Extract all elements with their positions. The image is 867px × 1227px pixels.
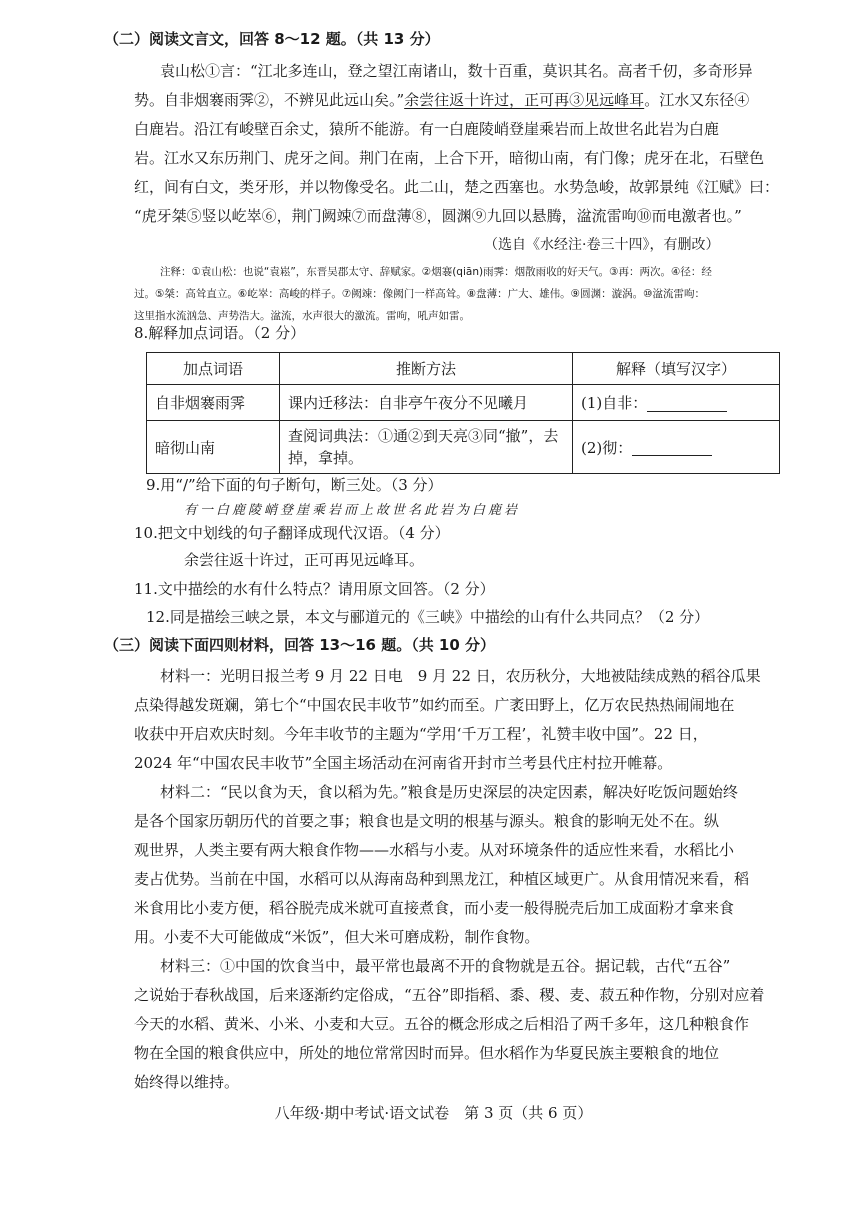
table-cell: 自非烟褰雨霁 xyxy=(147,385,280,421)
passage-line: “虎牙桀⑤竖以屹崒⑥，荆门阙竦⑦而盘薄⑧，圆渊⑨九回以悬腾，湓流雷呴⑩而电激者也。” xyxy=(134,207,742,225)
table-header: 解释（填写汉字） xyxy=(573,353,780,385)
table-cell: 课内迁移法：自非亭午夜分不见曦月 xyxy=(280,385,573,421)
question-9: 9.用“/”给下面的句子断句，断三处。（3 分） xyxy=(146,476,443,494)
material-line: 2024 年“中国农民丰收节”全国主场活动在河南省开封市兰考县代庄村拉开帷幕。 xyxy=(134,754,673,772)
section2-header: （二）阅读文言文，回答 8～12 题。（共 13 分） xyxy=(104,30,440,48)
material-line: 是各个国家历朝历代的首要之事；粮食也是文明的根基与源头。粮食的影响无处不在。纵 xyxy=(134,812,720,830)
material-line: 用。小麦不大可能做成“米饭”，但大米可磨成粉，制作食物。 xyxy=(134,928,540,946)
section3-header: （三）阅读下面四则材料，回答 13～16 题。（共 10 分） xyxy=(104,636,496,654)
answer-label: (2)彻： xyxy=(581,438,633,457)
vocab-table xyxy=(146,352,780,474)
question-12: 12.同是描绘三峡之景，本文与郦道元的《三峡》中描绘的山有什么共同点？（2 分） xyxy=(146,608,710,626)
question-11: 11.文中描绘的水有什么特点？请用原文回答。（2 分） xyxy=(134,580,495,598)
answer-blank[interactable] xyxy=(632,441,712,456)
passage-line: 红，间有白文，类牙形，并以物像受名。此二山，楚之西塞也。水势急峻，故郭景纯《江赋》曰： xyxy=(134,178,780,196)
table-cell: 查阅词典法：①通②到天亮③同“撤”，去掉，拿掉。 xyxy=(280,421,573,474)
material-line: 材料一：光明日报兰考 9 月 22 日电 9 月 22 日，农历秋分，大地被陆续成熟的稻谷瓜果 xyxy=(160,667,761,685)
material-line: 材料二：“民以食为天，食以稻为先。”粮食是历史深层的决定因素，解决好吃饭问题始终 xyxy=(160,783,738,801)
material-line: 麦占优势。当前在中国，水稻可以从海南岛种到黑龙江，种植区域更广。从食用情况来看，稻 xyxy=(134,870,750,888)
table-header: 加点词语 xyxy=(147,353,280,385)
table-cell: 暗彻山南 xyxy=(147,421,280,474)
passage-line: 岩。江水又东历荆门、虎牙之间。荆门在南，上合下开，暗彻山南，有门像；虎牙在北，石壁色 xyxy=(134,149,765,167)
answer-cell xyxy=(573,385,780,421)
annotation-line: 过。⑤桀：高耸直立。⑥屹崒：高峻的样子。⑦阙竦：像阙门一样高耸。⑧盘薄：广大、雄伟。⑨圆渊：漩涡。⑩湓流雷呴： xyxy=(134,288,705,300)
material-line: 物在全国的粮食供应中，所处的地位常常因时而异。但水稻作为华夏民族主要粮食的地位 xyxy=(134,1044,720,1062)
question-10: 10.把文中划线的句子翻译成现代汉语。（4 分） xyxy=(134,524,450,542)
material-line: 始终得以维持。 xyxy=(134,1073,240,1091)
passage-text: 势。自非烟褰雨霁②，不辨见此远山矣。” xyxy=(134,91,405,109)
table-header: 推断方法 xyxy=(280,353,573,385)
passage-line: 白鹿岩。沿江有峻壁百余丈，猿所不能游。有一白鹿陵峭登崖乘岩而上故世名此岩为白鹿 xyxy=(134,120,720,138)
annotation-line: 注释：①袁山松：也说“袁崧”，东晋吴郡太守、辞赋家。②烟褰(qiān)雨霁：烟散雨收的好天气。③再：两次。④径：经 xyxy=(160,266,712,278)
passage-line xyxy=(134,89,749,111)
material-line: 今天的水稻、黄米、小米、小麦和大豆。五谷的概念形成之后相沿了两千多年，这几种粮食作 xyxy=(134,1015,750,1033)
translation-sentence: 余尝往返十许过，正可再见远峰耳。 xyxy=(184,551,425,569)
source-citation: （选自《水经注·卷三十四》，有删改） xyxy=(484,237,720,253)
material-line: 米食用比小麦方便，稻谷脱壳成米就可直接煮食，而小麦一般得脱壳后加工成面粉才拿来食 xyxy=(134,899,735,917)
material-line: 之说始于春秋战国，后来逐渐约定俗成，“五谷”即指稻、黍、稷、麦、菽五种作物，分别对应着 xyxy=(134,986,765,1004)
passage-line: 袁山松①言：“江北多连山，登之望江南诸山，数十百重，莫识其名。高者千仞，多奇形异 xyxy=(160,62,753,80)
answer-label: (1)自非： xyxy=(581,394,648,412)
material-line: 点染得越发斑斓，第七个“中国农民丰收节”如约而至。广袤田野上，亿万农民热热闹闹地在 xyxy=(134,696,735,714)
answer-cell xyxy=(573,421,780,474)
underlined-sentence: 余尝往返十许过，正可再③见远峰耳 xyxy=(404,91,645,109)
annotation-line: 这里指水流汹急、声势浩大。湓流，水声很大的激流。雷呴，吼声如雷。 xyxy=(134,310,470,322)
page-footer: 八年级·期中考试·语文试卷 第 3 页（共 6 页） xyxy=(274,1104,593,1122)
material-line: 材料三：①中国的饮食当中，最平常也最离不开的食物就是五谷。据记载，古代“五谷” xyxy=(160,957,731,975)
passage-text: 。江水又东径④ xyxy=(644,91,750,109)
question-8: 8.解释加点词语。（2 分） xyxy=(134,324,306,342)
material-line: 收获中开启欢庆时刻。今年丰收节的主题为“学用‘千万工程’，礼赞丰收中国”。22 日， xyxy=(134,725,708,743)
answer-blank[interactable] xyxy=(647,397,727,412)
material-line: 观世界，人类主要有两大粮食作物——水稻与小麦。从对环境条件的适应性来看，水稻比小 xyxy=(134,841,735,859)
punctuation-sentence: 有一白鹿陵峭登崖乘岩而上故世名此岩为白鹿岩 xyxy=(184,503,521,518)
